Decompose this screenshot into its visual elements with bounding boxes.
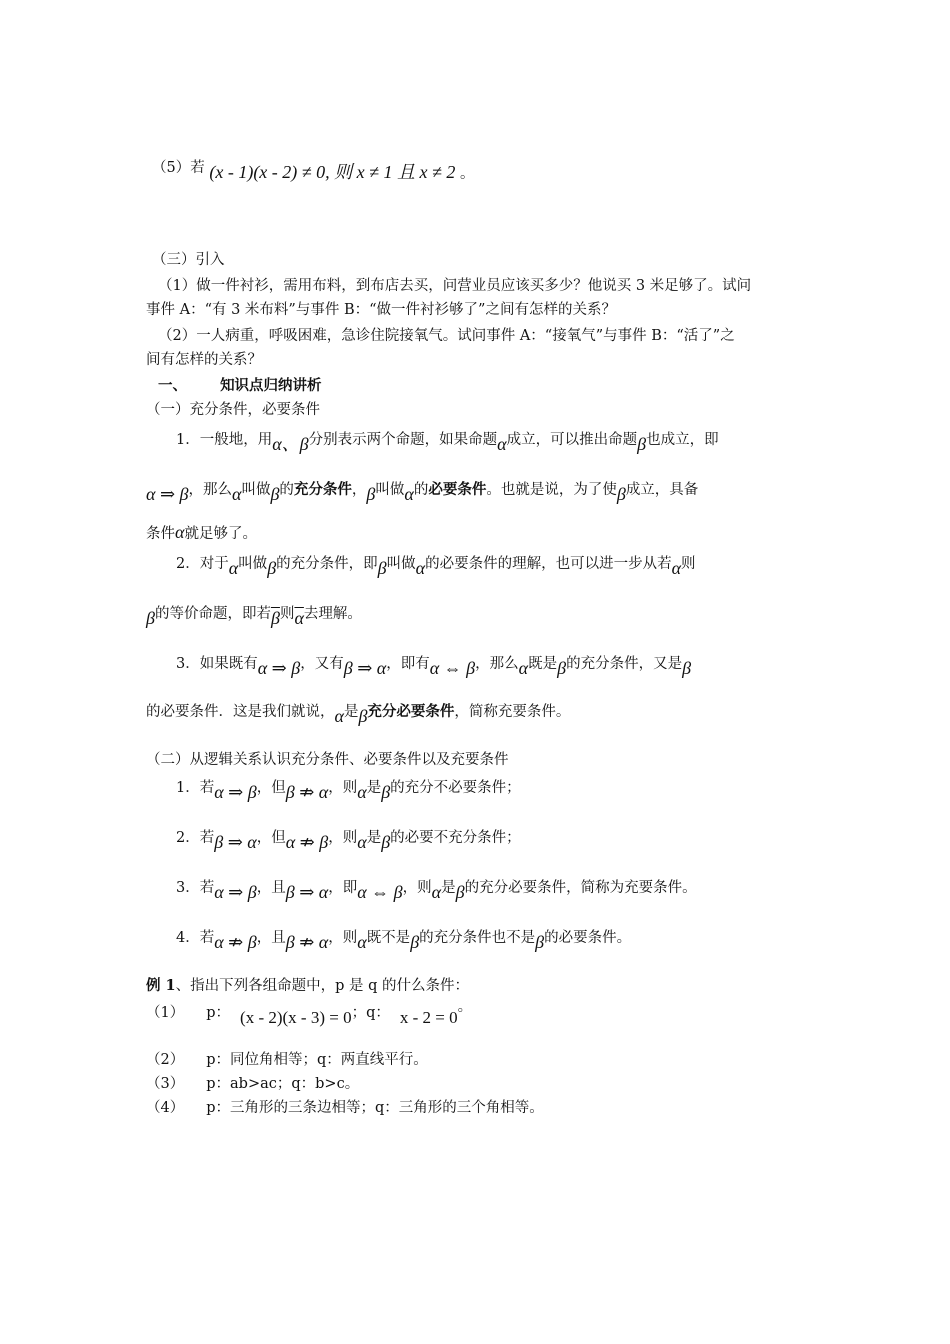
beta-symbol: β bbox=[682, 658, 692, 678]
t: p： bbox=[206, 1005, 231, 1021]
sub1-heading: （一）充分条件，必要条件 bbox=[146, 402, 320, 418]
beta-symbol: β bbox=[637, 434, 647, 454]
implies-formula: α ⇒ β bbox=[146, 484, 189, 504]
t: 1．若 bbox=[176, 780, 215, 796]
beta-symbol: β bbox=[366, 484, 376, 504]
item-5 bbox=[152, 156, 475, 182]
t: 是 bbox=[441, 880, 456, 896]
t: 的 bbox=[413, 482, 429, 498]
example-item-2 bbox=[146, 1050, 428, 1070]
t: ，且 bbox=[256, 880, 286, 896]
example-title: 例 1 bbox=[146, 977, 176, 994]
alpha-symbol: α bbox=[228, 558, 239, 578]
t: 1．一般地，用 bbox=[176, 432, 273, 448]
alpha-symbol: α bbox=[431, 882, 442, 902]
t: 去理解。 bbox=[303, 606, 362, 622]
section-title: 知识点归纳讲析 bbox=[220, 377, 322, 394]
not-implies-formula: α ⇏ β bbox=[285, 832, 329, 852]
t: 叫做 bbox=[238, 556, 268, 572]
example-item-3 bbox=[146, 1074, 359, 1094]
t: ； bbox=[351, 1005, 367, 1021]
beta-symbol: β bbox=[557, 658, 567, 678]
beta-symbol: β bbox=[535, 932, 545, 952]
example-intro bbox=[146, 976, 469, 996]
t: 。也就是说，为了使 bbox=[486, 482, 617, 498]
beta-symbol: β bbox=[381, 832, 391, 852]
item-5-end: 。 bbox=[460, 166, 475, 182]
example-intro-text: 、指出下列各组命题中，p 是 q 的什么条件： bbox=[175, 978, 470, 994]
alpha-beta-symbol: α、β bbox=[272, 434, 309, 454]
t: ，简称充要条件。 bbox=[454, 704, 571, 720]
t: 的充分条件也不是 bbox=[419, 930, 536, 946]
term-iff: 充分必要条件 bbox=[367, 703, 455, 720]
item-5-label: （5）若 bbox=[152, 160, 205, 176]
t: 叫做 bbox=[386, 556, 416, 572]
t: 叫做 bbox=[241, 482, 271, 498]
t: 则 bbox=[279, 606, 295, 622]
beta-symbol: β bbox=[616, 484, 626, 504]
alpha-symbol: α bbox=[671, 558, 682, 578]
alpha-symbol: α bbox=[334, 706, 344, 726]
t: ，那么 bbox=[188, 482, 232, 498]
beta-symbol: β bbox=[377, 558, 387, 578]
t: ，又有 bbox=[300, 656, 344, 672]
implies-formula: β ⇒ α bbox=[285, 882, 329, 902]
t: ，但 bbox=[256, 780, 286, 796]
formula-q: x - 2 = 0 bbox=[399, 1008, 458, 1027]
intro-p2b: 间有怎样的关系？ bbox=[146, 352, 262, 368]
t: （2） bbox=[146, 1052, 185, 1068]
alpha-symbol: α bbox=[518, 658, 529, 678]
t: ，但 bbox=[256, 830, 286, 846]
alpha-symbol: α bbox=[175, 522, 185, 542]
t: 条件 bbox=[146, 526, 175, 542]
t: p：同位角相等；q：两直线平行。 bbox=[206, 1052, 428, 1068]
t: 的等价命题，即若 bbox=[154, 606, 271, 622]
t: 是 bbox=[343, 704, 359, 720]
implies-formula: β ⇒ α bbox=[343, 658, 387, 678]
t: 则 bbox=[681, 556, 696, 572]
t: （3） bbox=[146, 1076, 185, 1092]
t: ，则 bbox=[328, 930, 358, 946]
sub2-rule1 bbox=[176, 776, 521, 802]
implies-formula: β ⇒ α bbox=[214, 832, 257, 852]
implies-formula: α ⇒ β bbox=[214, 882, 257, 902]
t: 成立，具备 bbox=[625, 482, 699, 498]
beta-symbol: β bbox=[410, 932, 420, 952]
t: 就足够了。 bbox=[184, 526, 257, 542]
t: 的充分条件，又是 bbox=[566, 656, 683, 672]
t: 。 bbox=[457, 999, 473, 1015]
t: ，则 bbox=[328, 830, 358, 846]
beta-symbol: β bbox=[455, 882, 465, 902]
t: 的必要条件的理解，也可以进一步从若 bbox=[425, 556, 672, 572]
sub1-line1 bbox=[176, 428, 719, 454]
t: （4） bbox=[146, 1100, 185, 1116]
t: ，即 bbox=[328, 880, 358, 896]
t: ，则 bbox=[328, 780, 358, 796]
sub1-line4 bbox=[176, 552, 696, 578]
t: （1） bbox=[146, 1005, 185, 1021]
sub1-line5 bbox=[146, 602, 362, 628]
sub1-line3 bbox=[146, 522, 257, 544]
alpha-symbol: α bbox=[357, 782, 367, 802]
alpha-symbol: α bbox=[357, 832, 367, 852]
t: 既不是 bbox=[366, 930, 411, 946]
sub2-rule2 bbox=[176, 826, 521, 852]
t: 成立，可以推出命题 bbox=[506, 432, 638, 448]
t: 叫做 bbox=[375, 482, 405, 498]
beta-symbol: β bbox=[270, 484, 280, 504]
t: ，则 bbox=[402, 880, 432, 896]
example-item-4 bbox=[146, 1098, 544, 1118]
alpha-symbol: α bbox=[497, 434, 507, 454]
sub2-heading: （二）从逻辑关系认识充分条件、必要条件以及充要条件 bbox=[146, 752, 509, 768]
t: p：ab>ac；q：b>c。 bbox=[206, 1076, 360, 1092]
section-num: 一、 bbox=[158, 377, 187, 394]
iff-formula: α ⇔ β bbox=[357, 882, 403, 902]
alpha-symbol: α bbox=[357, 932, 367, 952]
t: 也成立，即 bbox=[646, 432, 719, 448]
term-necessary: 必要条件 bbox=[428, 481, 487, 498]
t: 3．若 bbox=[176, 880, 215, 896]
t: 4．若 bbox=[176, 930, 215, 946]
intro-p2a: （2）一人病重，呼吸困难，急诊住院接氧气。试问事件 A：“接氧气”与事件 B：“活了”之 bbox=[158, 328, 735, 344]
formula-p: (x - 2)(x - 3) = 0 bbox=[240, 1008, 352, 1027]
t: q： bbox=[366, 1005, 390, 1021]
beta-symbol: β bbox=[267, 558, 277, 578]
t: 的 bbox=[279, 482, 294, 498]
t: 的必要不充分条件； bbox=[390, 830, 521, 846]
sub2-rule4 bbox=[176, 926, 632, 952]
beta-symbol: β bbox=[358, 706, 368, 726]
t: 既是 bbox=[528, 656, 558, 672]
beta-symbol: β bbox=[146, 608, 155, 628]
implies-formula: α ⇒ β bbox=[214, 782, 257, 802]
not-implies-formula: α ⇏ β bbox=[214, 932, 257, 952]
section-heading bbox=[158, 376, 322, 396]
not-alpha-symbol: $\overline{\alpha}$ bbox=[294, 608, 304, 628]
t: 的充分必要条件，简称为充要条件。 bbox=[464, 880, 697, 896]
t: 的必要条件．这是我们就说， bbox=[146, 704, 335, 720]
sub1-line2 bbox=[146, 478, 699, 504]
t: 是 bbox=[366, 830, 382, 846]
t: 3．如果既有 bbox=[176, 656, 258, 672]
intro-p1b: 事件 A：“有 3 米布料”与事件 B：“做一件衬衫够了”之间有怎样的关系？ bbox=[146, 302, 616, 318]
sub1-line6 bbox=[176, 652, 692, 678]
t: 是 bbox=[366, 780, 382, 796]
not-implies-formula: β ⇏ α bbox=[285, 782, 329, 802]
t: 的必要条件。 bbox=[544, 930, 632, 946]
t: ，即有 bbox=[386, 656, 430, 672]
alpha-symbol: α bbox=[404, 484, 414, 504]
t: 2．对于 bbox=[176, 556, 229, 572]
alpha-symbol: α bbox=[415, 558, 426, 578]
iff-formula: α ⇔ β bbox=[429, 658, 476, 678]
term-sufficient: 充分条件 bbox=[293, 481, 352, 498]
implies-formula: α ⇒ β bbox=[257, 658, 301, 678]
sub2-rule3 bbox=[176, 876, 697, 902]
beta-symbol: β bbox=[381, 782, 391, 802]
t: ， bbox=[351, 482, 367, 498]
t: 分别表示两个命题，如果命题 bbox=[308, 432, 498, 448]
alpha-symbol: α bbox=[232, 484, 242, 504]
t: ，那么 bbox=[475, 656, 519, 672]
t: 的充分不必要条件； bbox=[390, 780, 521, 796]
not-beta-symbol: $\overline{\beta}$ bbox=[270, 608, 280, 628]
not-implies-formula: β ⇏ α bbox=[285, 932, 329, 952]
intro-heading: （三）引入 bbox=[152, 252, 225, 268]
t: p：三角形的三条边相等；q：三角形的三个角相等。 bbox=[206, 1100, 544, 1116]
t: 2．若 bbox=[176, 830, 215, 846]
example-item-1 bbox=[146, 999, 473, 1027]
t: 的充分条件，即 bbox=[276, 556, 378, 572]
item-5-formula: (x - 1)(x - 2) ≠ 0, 则 x ≠ 1 且 x ≠ 2 bbox=[209, 162, 456, 182]
sub1-line7 bbox=[146, 700, 571, 726]
t: ，且 bbox=[256, 930, 286, 946]
intro-p1a: （1）做一件衬衫，需用布料，到布店去买，问营业员应该买多少？他说买 3 米足够了。试问 bbox=[158, 278, 752, 294]
